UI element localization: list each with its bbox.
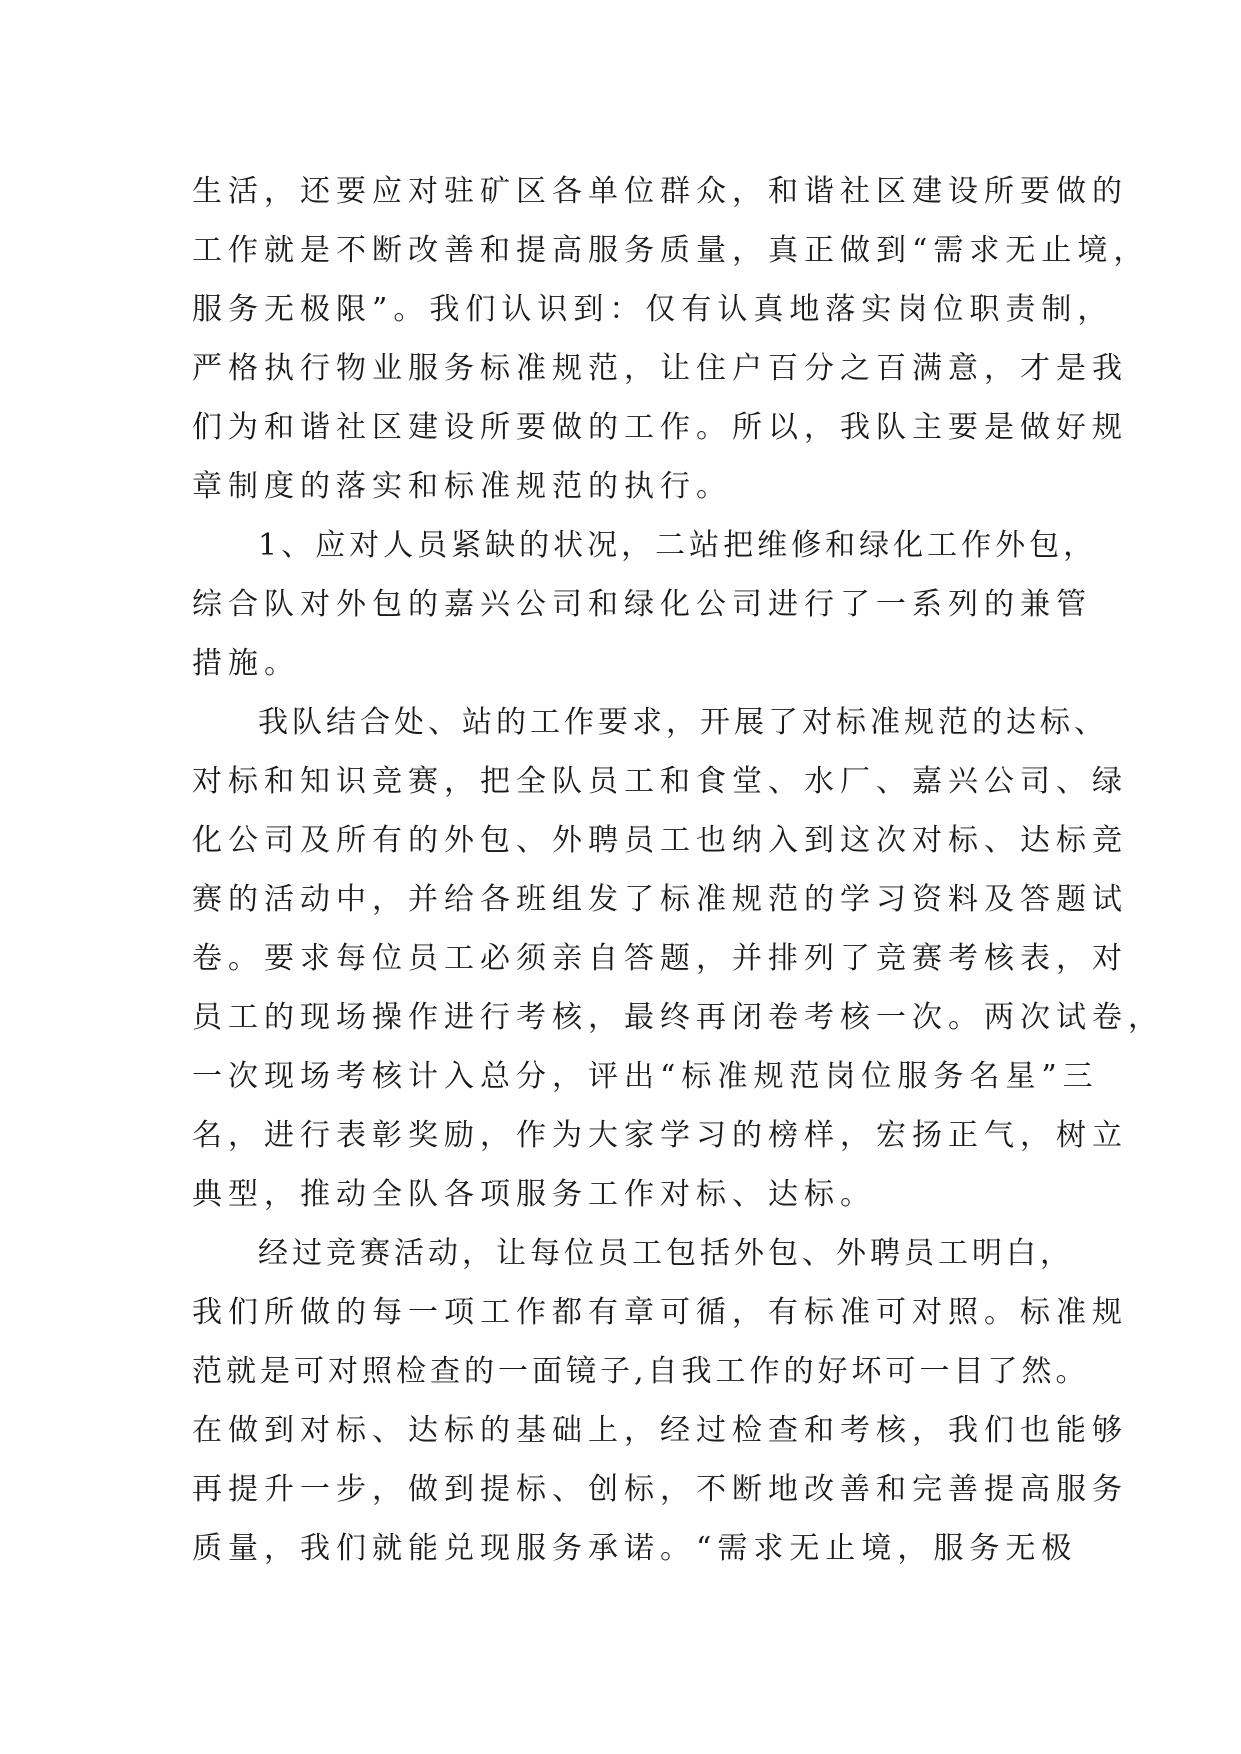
text-line: 我们所做的每一项工作都有章可循，有标准可对照。标准规	[192, 1295, 1128, 1330]
paragraph-first-line: 我队结合处、站的工作要求，开展了对标准规范的达标、	[258, 705, 1108, 740]
body-text	[192, 162, 1164, 1578]
text-line: 再提升一步，做到提标、创标，不断地改善和完善提高服务	[192, 1472, 1128, 1507]
text-line: 严格执行物业服务标准规范，让住户百分之百满意，才是我	[192, 351, 1128, 386]
text-line: 员工的现场操作进行考核，最终再闭卷考核一次。两次试卷，	[192, 1000, 1164, 1035]
text-line: 生活，还要应对驻矿区各单位群众，和谐社区建设所要做的	[192, 174, 1128, 209]
text-line: 名，进行表彰奖励，作为大家学习的榜样，宏扬正气，树立	[192, 1118, 1128, 1153]
text-line: 赛的活动中，并给各班组发了标准规范的学习资料及答题试	[192, 882, 1128, 917]
text-line: 综合队对外包的嘉兴公司和绿化公司进行了一系列的兼管	[192, 587, 1092, 622]
text-line: 们为和谐社区建设所要做的工作。所以，我队主要是做好规	[192, 410, 1128, 445]
paragraph-first-line: 1、应对人员紧缺的状况，二站把维修和绿化工作外包，	[258, 528, 1098, 563]
text-line: 典型，推动全队各项服务工作对标、达标。	[192, 1177, 876, 1212]
text-line: 卷。要求每位员工必须亲自答题，并排列了竞赛考核表，对	[192, 941, 1128, 976]
text-line: 质量，我们就能兑现服务承诺。“需求无止境，服务无极	[192, 1531, 1078, 1566]
text-line: 工作就是不断改善和提高服务质量，真正做到“需求无止境，	[192, 233, 1150, 268]
text-line: 一次现场考核计入总分，评出“标准规范岗位服务名星”三	[192, 1059, 1099, 1094]
text-line: 范就是可对照检查的一面镜子,自我工作的好坏可一目了然。	[192, 1354, 1090, 1389]
text-line: 章制度的落实和标准规范的执行。	[192, 469, 732, 504]
paragraph-first-line: 经过竞赛活动，让每位员工包括外包、外聘员工明白，	[258, 1236, 1074, 1271]
text-line: 对标和知识竞赛，把全队员工和食堂、水厂、嘉兴公司、绿	[192, 764, 1128, 799]
text-line: 在做到对标、达标的基础上，经过检查和考核，我们也能够	[192, 1413, 1128, 1448]
text-line: 化公司及所有的外包、外聘员工也纳入到这次对标、达标竞	[192, 823, 1128, 858]
text-line: 措施。	[192, 646, 300, 681]
text-line: 服务无极限”。我们认识到：仅有认真地落实岗位职责制，	[192, 292, 1114, 327]
